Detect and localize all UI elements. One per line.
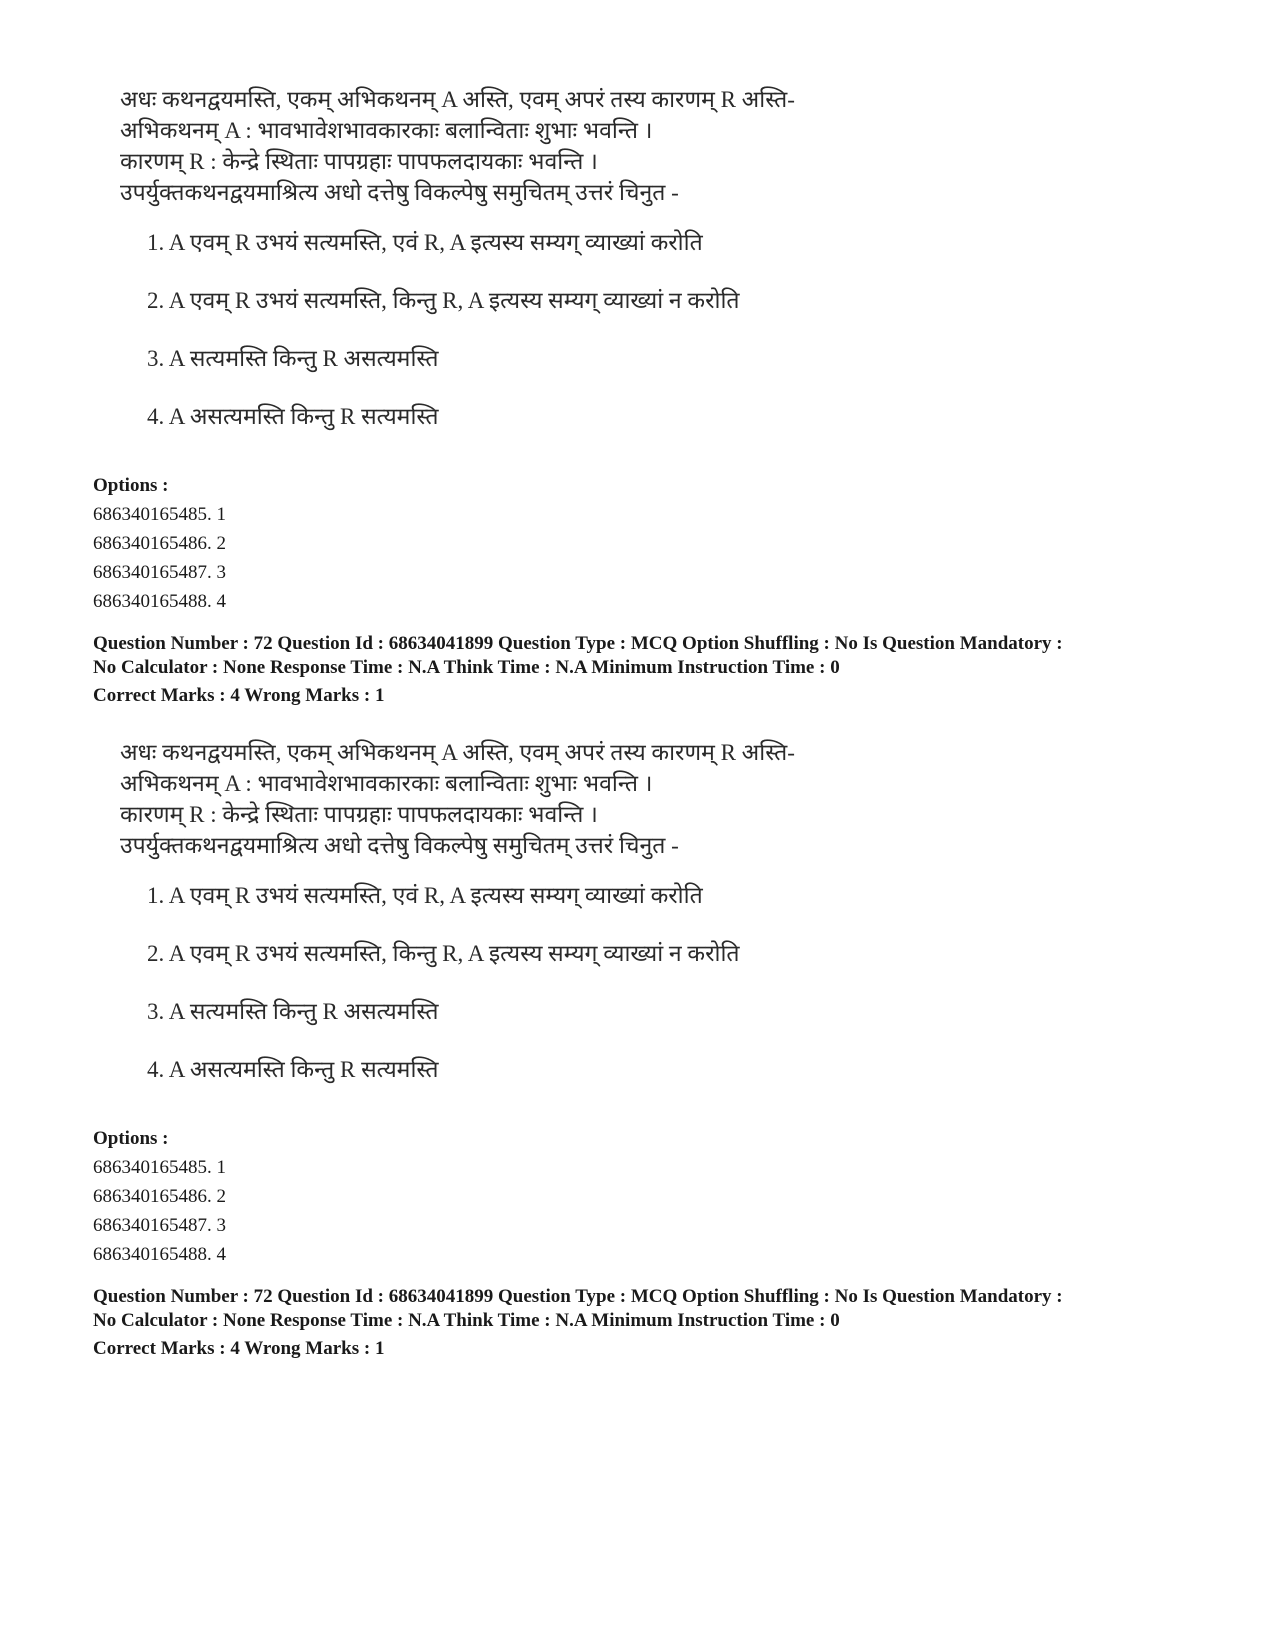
option-id: 686340165487. 3 (93, 1215, 226, 1236)
choice-item: 2. A एवम् R उभयं सत्यमस्ति, किन्तु R, A इत्यस्य सम्यग् व्याख्यां न करोति (147, 941, 740, 966)
passage-line: कारणम् R : केन्द्रे स्थिताः पापग्रहाः पापफलदायकाः भवन्ति । (120, 149, 598, 174)
option-id: 686340165486. 2 (93, 533, 226, 554)
choice-item: 4. A असत्यमस्ति किन्तु R सत्यमस्ति (147, 404, 439, 429)
answer-choices (147, 226, 1203, 458)
passage-line: कारणम् R : केन्द्रे स्थिताः पापग्रहाः पापफलदायकाः भवन्ति । (120, 802, 598, 827)
choice-item: 1. A एवम् R उभयं सत्यमस्ति, एवं R, A इत्यस्य सम्यग् व्याख्यां करोति (147, 883, 703, 908)
choice-item: 2. A एवम् R उभयं सत्यमस्ति, किन्तु R, A इत्यस्य सम्यग् व्याख्यां न करोति (147, 288, 740, 313)
choice-item: 3. A सत्यमस्ति किन्तु R असत्यमस्ति (147, 999, 439, 1024)
passage-line: अधः कथनद्वयमस्ति, एकम् अभिकथनम् A अस्ति, एवम् अपरं तस्य कारणम् R अस्ति- (120, 87, 795, 112)
question-passage (120, 737, 1203, 861)
meta-line: Question Number : 72 Question Id : 68634041899 Question Type : MCQ Option Shuffling : No Is Question Mandatory : (93, 1286, 1063, 1307)
question-meta (93, 632, 1213, 708)
option-id: 686340165488. 4 (93, 1244, 226, 1265)
option-id: 686340165485. 1 (93, 1157, 226, 1178)
passage-line: अभिकथनम् A : भावभावेशभावकारकाः बलान्विताः शुभाः भवन्ति । (120, 118, 653, 143)
option-id: 686340165486. 2 (93, 1186, 226, 1207)
option-id: 686340165488. 4 (93, 591, 226, 612)
marks-line: Correct Marks : 4 Wrong Marks : 1 (93, 685, 385, 706)
passage-line: अभिकथनम् A : भावभावेशभावकारकाः बलान्विताः शुभाः भवन्ति । (120, 771, 653, 796)
passage-line: उपर्युक्तकथनद्वयमाश्रित्य अधो दत्तेषु विकल्पेषु समुचितम् उत्तरं चिनुत - (120, 180, 679, 205)
options-heading: Options : (93, 1128, 169, 1149)
meta-line: No Calculator : None Response Time : N.A Think Time : N.A Minimum Instruction Time : 0 (93, 657, 840, 678)
passage-line: अधः कथनद्वयमस्ति, एकम् अभिकथनम् A अस्ति, एवम् अपरं तस्य कारणम् R अस्ति- (120, 740, 795, 765)
choice-item: 3. A सत्यमस्ति किन्तु R असत्यमस्ति (147, 346, 439, 371)
meta-line: Question Number : 72 Question Id : 68634041899 Question Type : MCQ Option Shuffling : No Is Question Mandatory : (93, 633, 1063, 654)
choice-item: 1. A एवम् R उभयं सत्यमस्ति, एवं R, A इत्यस्य सम्यग् व्याख्यां करोति (147, 230, 703, 255)
option-id: 686340165487. 3 (93, 562, 226, 583)
question-meta (93, 1285, 1213, 1361)
answer-choices (147, 879, 1203, 1111)
passage-line: उपर्युक्तकथनद्वयमाश्रित्य अधो दत्तेषु विकल्पेषु समुचितम् उत्तरं चिनुत - (120, 833, 679, 858)
options-heading: Options : (93, 475, 169, 496)
question-block-2 (93, 737, 1203, 1269)
question-block-1 (93, 84, 1203, 616)
meta-line: No Calculator : None Response Time : N.A Think Time : N.A Minimum Instruction Time : 0 (93, 1310, 840, 1331)
question-passage (120, 84, 1203, 208)
option-id: 686340165485. 1 (93, 504, 226, 525)
choice-item: 4. A असत्यमस्ति किन्तु R सत्यमस्ति (147, 1057, 439, 1082)
marks-line: Correct Marks : 4 Wrong Marks : 1 (93, 1338, 385, 1359)
